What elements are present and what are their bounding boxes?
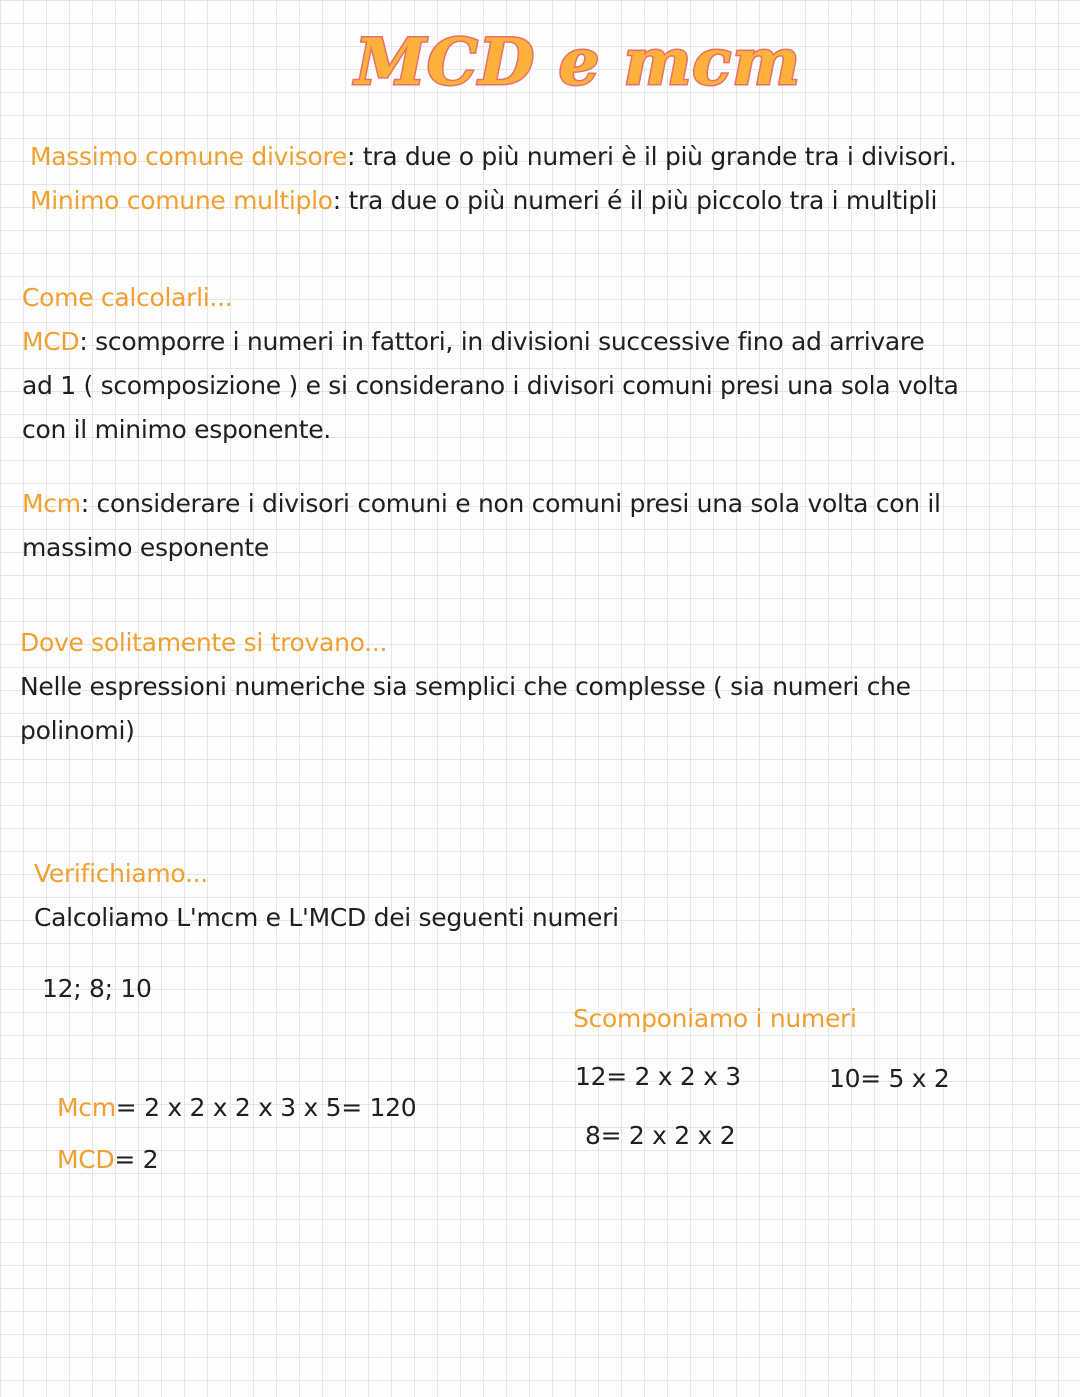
- label-mcm: Mcm: [22, 489, 81, 518]
- verifica-instruction: Calcoliamo L'mcm e L'MCD dei seguenti numeri: [34, 903, 619, 932]
- definition-mcm: [30, 188, 937, 213]
- result-mcd-value: = 2: [114, 1145, 159, 1174]
- heading-come-calcolarli: Come calcolarli...: [22, 283, 233, 312]
- mcd-method-line-2: ad 1 ( scomposizione ) e si considerano i divisori comuni presi una sola volta: [22, 371, 959, 400]
- term-mcm: Minimo comune multiplo: [30, 186, 333, 215]
- result-mcm: [57, 1095, 416, 1120]
- heading-verifichiamo: Verifichiamo...: [34, 859, 208, 888]
- result-mcm-label: Mcm: [57, 1093, 116, 1122]
- label-mcd: MCD: [22, 327, 80, 356]
- mcd-method-text-1: : scomporre i numeri in fattori, in divisioni successive fino ad arrivare: [79, 327, 925, 356]
- result-mcd: [57, 1147, 158, 1172]
- mcm-method-line-1: [22, 491, 941, 516]
- definition-mcm-text: : tra due o più numeri é il più piccolo tra i multipli: [332, 186, 938, 215]
- result-mcm-value: = 2 x 2 x 2 x 3 x 5= 120: [115, 1093, 417, 1122]
- factorization-8: 8= 2 x 2 x 2: [585, 1121, 736, 1150]
- factorization-10: 10= 5 x 2: [829, 1064, 950, 1093]
- mcd-method-line-1: [22, 329, 924, 354]
- svg-text:MCD e mcm: MCD e mcm: [355, 25, 801, 100]
- dove-line-1: Nelle espressioni numeriche sia semplici che complesse ( sia numeri che: [20, 672, 911, 701]
- mcm-method-text-1: : considerare i divisori comuni e non comuni presi una sola volta con il: [80, 489, 941, 518]
- page-title: [355, 22, 801, 112]
- mcm-method-line-2: massimo esponente: [22, 533, 269, 562]
- definition-mcd: [30, 144, 957, 169]
- definition-mcd-text: : tra due o più numeri è il più grande tra i divisori.: [346, 142, 957, 171]
- heading-dove: Dove solitamente si trovano...: [20, 628, 388, 657]
- numbers-list: 12; 8; 10: [42, 974, 152, 1003]
- heading-scomponiamo: Scomponiamo i numeri: [573, 1004, 857, 1033]
- factorization-12: 12= 2 x 2 x 3: [575, 1062, 741, 1091]
- mcd-method-line-3: con il minimo esponente.: [22, 415, 331, 444]
- result-mcd-label: MCD: [57, 1145, 115, 1174]
- term-mcd: Massimo comune divisore: [30, 142, 347, 171]
- dove-line-2: polinomi): [20, 716, 135, 745]
